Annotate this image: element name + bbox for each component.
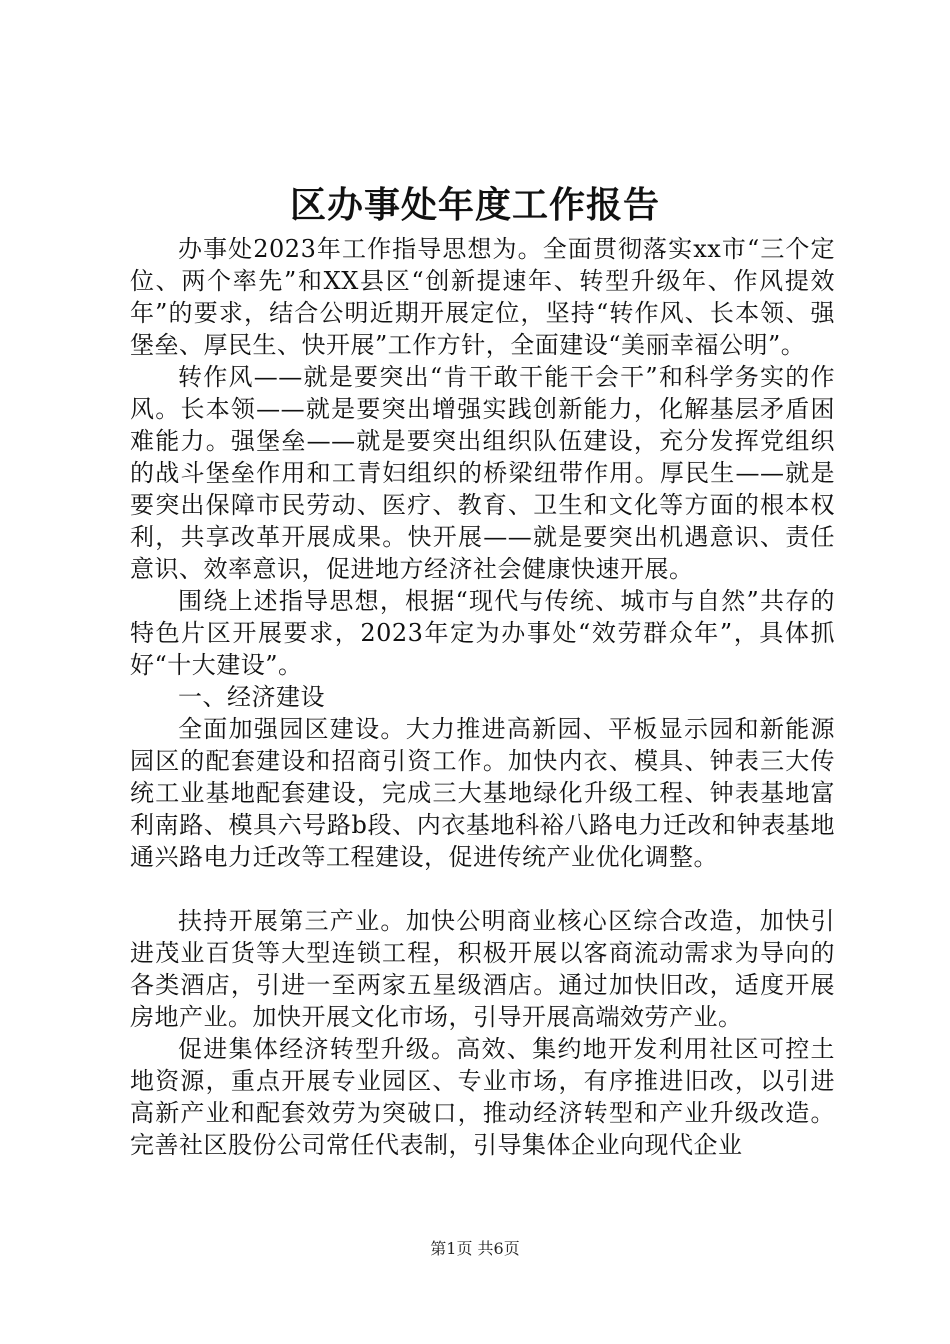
document-body: [130, 233, 835, 1161]
paragraph-tertiary-industry: 扶持开展第三产业。加快公明商业核心区综合改造，加快引进茂业百货等大型连锁工程，积极开展以客商流动需求为导向的各类酒店，引进一至两家五星级酒店。通过加快旧改，适度开展房地产业。加快开展文化市场，引导开展高端效劳产业。: [130, 907, 835, 1031]
document-title: 区办事处年度工作报告: [289, 184, 660, 226]
page-number-footer: 第1页 共6页: [430, 1239, 520, 1258]
paragraph-park-construction: 全面加强园区建设。大力推进高新园、平板显示园和新能源园区的配套建设和招商引资工作。加快内衣、模具、钟表三大传统工业基地配套建设，完成三大基地绿化升级工程、钟表基地富利南路、模具六号路b段、内衣基地科裕八路电力迁改和钟表基地通兴路电力迁改等工程建设，促进传统产业优化调整。: [130, 715, 835, 871]
paragraph-collective-economy: 促进集体经济转型升级。高效、集约地开发利用社区可控土地资源，重点开展专业园区、专业市场，有序推进旧改，以引进高新产业和配套效劳为突破口，推动经济转型和产业升级改造。完善社区股份公司常任代表制，引导集体企业向现代企业: [130, 1035, 835, 1159]
paragraph-ten-constructions: 围绕上述指导思想，根据“现代与传统、城市与自然”共存的特色片区开展要求，2023年定为办事处“效劳群众年”，具体抓好“十大建设”。: [130, 587, 835, 679]
section-heading-economy: 一、经济建设: [178, 683, 325, 711]
paragraph-gap: [130, 873, 835, 905]
paragraph-policy-explanation: 转作风——就是要突出“肯干敢干能干会干”和科学务实的作风。长本领——就是要突出增强实践创新能力，化解基层矛盾困难能力。强堡垒——就是要突出组织队伍建设，充分发挥党组织的战斗堡垒作用和工青妇组织的桥梁纽带作用。厚民生——就是要突出保障市民劳动、医疗、教育、卫生和文化等方面的根本权利，共享改革开展成果。快开展——就是要突出机遇意识、责任意识、效率意识，促进地方经济社会健康快速开展。: [130, 363, 835, 583]
paragraph-guiding-thought: 办事处2023年工作指导思想为。全面贯彻落实xx市“三个定位、两个率先”和XX县区“创新提速年、转型升级年、作风提效年”的要求，结合公明近期开展定位，坚持“转作风、长本领、强堡垒、厚民生、快开展”工作方针，全面建设“美丽幸福公明”。: [130, 235, 835, 359]
